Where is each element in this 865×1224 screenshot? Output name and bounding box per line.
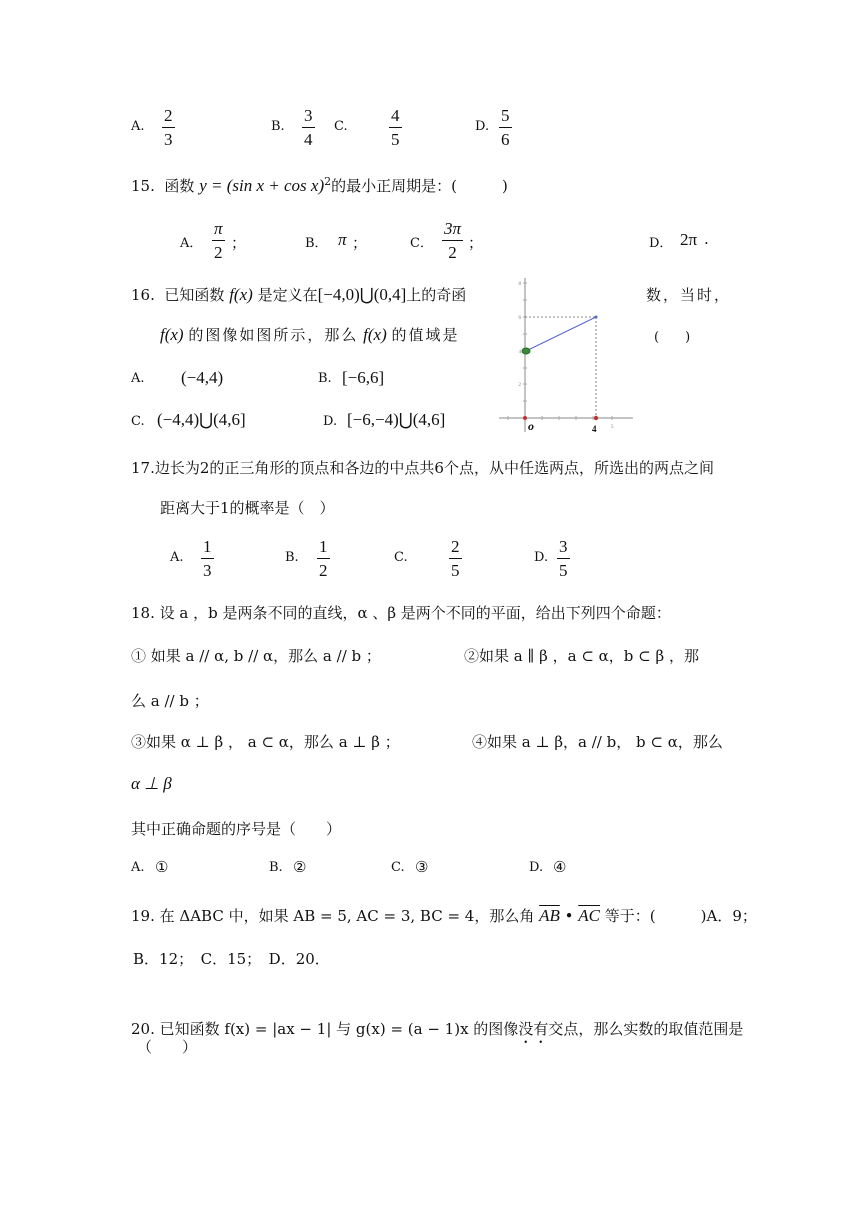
q16-text-a: 已知函数 — [164, 286, 225, 304]
function-segment — [526, 317, 596, 351]
y-tick-8: 8 — [518, 282, 521, 287]
q18-option-c-label: C. — [391, 860, 405, 875]
q18-option-b-value: ② — [293, 858, 307, 876]
q18-option-a-label: A. — [131, 860, 145, 875]
y-tick-4: 4 — [518, 350, 521, 355]
q17-option-c-fraction: 2 5 — [451, 537, 460, 580]
q19-line-2: B．12； C．15； D．20． — [133, 950, 330, 968]
q14-option-b-label: B. — [271, 119, 285, 134]
q20-emphasis: 没有 — [518, 1020, 549, 1038]
y-tick-6: 6 — [518, 316, 521, 321]
q16-text-b: 是定义在 — [257, 286, 318, 304]
q16-option-b-value: [−6,6] — [342, 368, 385, 387]
q15-option-a-suffix: ； — [231, 234, 247, 252]
q16-answer-paren: ( ) — [654, 330, 691, 345]
q15-option-b-label: B． — [305, 236, 328, 251]
q18-proposition-2: ②如果 a ∥ β ，a ⊂ α，b ⊂ β ，那 — [464, 647, 699, 665]
q18-option-b-label: B. — [269, 860, 283, 875]
q17-option-b-fraction: 1 2 — [319, 537, 328, 580]
q16-domain: [−4,0)⋃(0,4] — [317, 285, 407, 304]
q16-text-e: 的图像如图所示，那么 — [188, 326, 359, 344]
closed-endpoint — [595, 316, 598, 319]
q16-fx: f(x) — [229, 285, 253, 304]
q15-option-d-value: 2π — [680, 230, 698, 249]
q17-option-c-label: C. — [394, 550, 408, 565]
q16-option-c-value: (−4,4)⋃(4,6] — [157, 410, 246, 429]
q15-exponent: 2 — [324, 175, 332, 188]
q15-text-b: 的最小正周期是：( ) — [331, 177, 508, 195]
q15-option-c-suffix: ； — [468, 234, 484, 252]
q16-text-f: 的值域是 — [391, 326, 460, 344]
q16-text-c: 上的奇函 — [406, 286, 467, 304]
q18-option-c-value: ③ — [415, 858, 429, 876]
q15-option-d-label: D． — [649, 236, 673, 251]
q20-text-a: 20. 已知函数 f(x) = |ax − 1| 与 g(x) = (a − 1)x 的图像 — [131, 1020, 519, 1038]
q17-option-d-fraction: 3 5 — [559, 537, 568, 580]
q18-option-d-value: ④ — [553, 858, 567, 876]
x-label-4: 4 — [592, 424, 597, 434]
q14-option-a-label: A. — [131, 119, 145, 134]
q15-number: 15. — [131, 177, 155, 195]
q16-line-1 — [131, 284, 466, 305]
q18-option-d-label: D. — [529, 860, 544, 875]
q17-line-2: 距离大于1的概率是（ ） — [160, 499, 335, 517]
x-label-5: 5 — [611, 425, 614, 430]
q17-option-d-label: D. — [534, 550, 549, 565]
q16-option-b-label: B. — [318, 371, 332, 386]
x-4-marker — [594, 416, 598, 420]
q18-proposition-4: ④如果 a ⊥ β，a // b， b ⊂ α，那么 — [472, 733, 723, 751]
q18-proposition-1: ① 如果 a // α, b // α，那么 a // b ； — [131, 647, 381, 665]
q15-text-a: 函数 — [164, 177, 195, 195]
q17-option-b-label: B. — [285, 550, 299, 565]
q16-number: 16. — [131, 286, 155, 304]
q15-option-d-suffix: . — [704, 230, 709, 248]
q17-option-a-label: A. — [170, 550, 184, 565]
q17-option-a-fraction: 1 3 — [203, 537, 212, 580]
q14-option-d-fraction: 5 6 — [501, 106, 510, 149]
q19-text-b: 等于：( )A．9； — [600, 907, 757, 925]
y-tick-2: 2 — [518, 383, 521, 388]
open-endpoint — [522, 348, 530, 354]
q16-fx-2: f(x) — [160, 325, 184, 344]
q16-option-c-label: C. — [131, 414, 145, 429]
q15-option-b-value: π — [338, 230, 347, 249]
q14-option-a-fraction: 2 3 — [164, 106, 173, 149]
q16-option-a-value: (−4,4) — [181, 368, 224, 387]
q20-text-b: 交点，那么实数的取值范围是 — [548, 1020, 744, 1038]
q16-text-d: 数，当时， — [646, 286, 732, 304]
q14-option-c-fraction: 4 5 — [391, 106, 400, 149]
q19-vector-ac: $\overline{AC}$ — [578, 906, 601, 925]
q18-question: 其中正确命题的序号是（ ） — [131, 820, 342, 838]
q14-option-b-fraction: 3 4 — [304, 106, 313, 149]
q15-stem — [131, 175, 508, 196]
q15-option-c-label: C． — [410, 236, 433, 251]
q15-option-a-label: A． — [180, 236, 203, 251]
q15-formula: y = (sin x + cos x) — [199, 176, 325, 195]
q17-line-1: 17.边长为2的正三角形的顶点和各边的中点共6个点，从中任选两点，所选出的两点之间 — [131, 459, 714, 477]
q14-option-d-label: D. — [475, 119, 490, 134]
q14-option-c-label: C. — [334, 119, 348, 134]
q18-option-a-value: ① — [155, 858, 169, 876]
q16-option-d-label: D. — [323, 414, 338, 429]
q20-line-1 — [131, 1018, 743, 1047]
q15-option-a-fraction: π 2 — [214, 219, 223, 262]
origin-marker — [523, 416, 527, 420]
q16-line-2 — [160, 324, 460, 345]
q19-line-1 — [131, 905, 757, 926]
q19-text-a: 19. 在 ΔABC 中，如果 AB = 5, AC = 3, BC = 4，那么角 — [131, 907, 540, 925]
q18-proposition-3: ③如果 α ⊥ β ， a ⊂ α，那么 a ⊥ β ； — [131, 733, 400, 751]
q15-option-b-suffix: ； — [352, 234, 368, 252]
q15-option-c-fraction: 3π 2 — [444, 219, 462, 262]
q16-function-graph — [495, 274, 640, 436]
q20-line-2: （ ） — [137, 1038, 198, 1056]
q16-option-a-label: A. — [131, 371, 145, 386]
q18-proposition-4-cont: α ⊥ β — [131, 774, 172, 793]
origin-label: o — [528, 419, 534, 433]
q19-dot: • — [559, 907, 579, 925]
q16-option-d-value: [−6,−4)⋃(4,6] — [347, 410, 446, 429]
q16-fx-3: f(x) — [363, 325, 387, 344]
q19-vector-ab: $\overline{AB}$ — [539, 906, 560, 925]
q18-proposition-2-cont: 么 a // b ； — [131, 692, 209, 710]
q18-intro: 18. 设 a ，b 是两条不同的直线，α 、β 是两个不同的平面，给出下列四个命题： — [131, 604, 671, 622]
